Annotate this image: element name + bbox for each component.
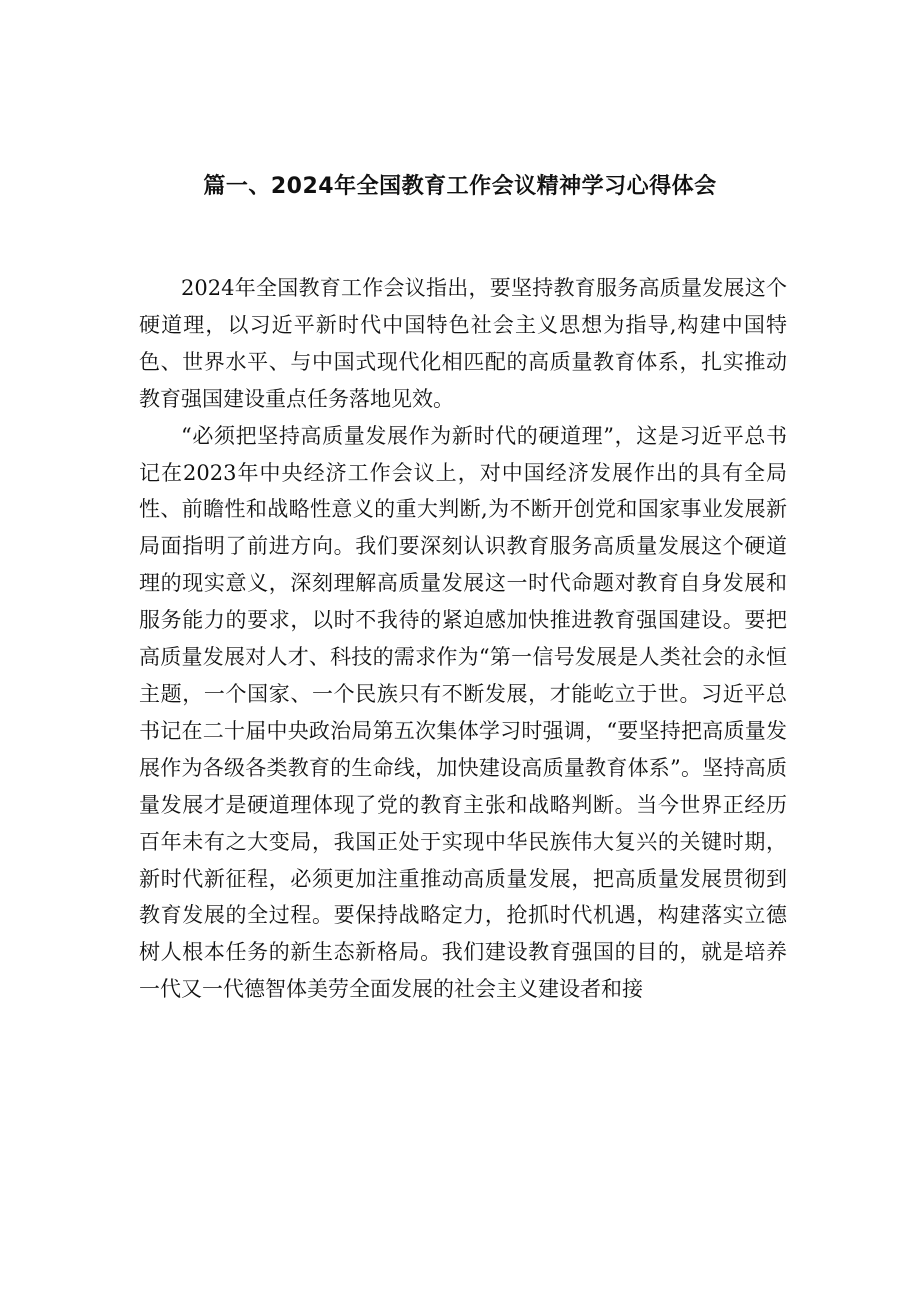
paragraph-2: “必须把坚持高质量发展作为新时代的硬道理”，这是习近平总书记在2023年中央经济工作会议上，对中国经济发展作出的具有全局性、前瞻性和战略性意义的重大判断,为不断开创党和国家事业发展新局面指明了前进方向。我们要深刻认识教育服务高质量发展这个硬道理的现实意义，深刻理解高质量发展这一时代命题对教育自身发展和服务能力的要求，以时不我待的紧迫感加快推进教育强国建设。要把高质量发展对人才、科技的需求作为“第一信号发展是人类社会的永恒主题，一个国家、一个民族只有不断发展，才能屹立于世。习近平总书记在二十届中央政治局第五次集体学习时强调，“要坚持把高质量发展作为各级各类教育的生命线，加快建设高质量教育体系”。坚持高质量发展才是硬道理体现了党的教育主张和战略判断。当今世界正经历百年未有之大变局，我国正处于实现中华民族伟大复兴的关键时期，新时代新征程，必须更加注重推动高质量发展，把高质量发展贯彻到教育发展的全过程。要保持战略定力，抢抓时代机遇，构建落实立德树人根本任务的新生态新格局。我们建设教育强国的目的，就是培养一代又一代德智体美劳全面发展的社会主义建设者和接 (139, 423, 787, 1002)
document-title: 篇一、2024年全国教育工作会议精神学习心得体会 (203, 174, 717, 199)
paragraph-1: 2024年全国教育工作会议指出，要坚持教育服务高质量发展这个硬道理，以习近平新时代中国特色社会主义思想为指导,构建中国特色、世界水平、与中国式现代化相匹配的高质量教育体系，扎实推动教育强国建设重点任务落地见效。 (139, 276, 787, 411)
document-body (139, 270, 787, 1008)
